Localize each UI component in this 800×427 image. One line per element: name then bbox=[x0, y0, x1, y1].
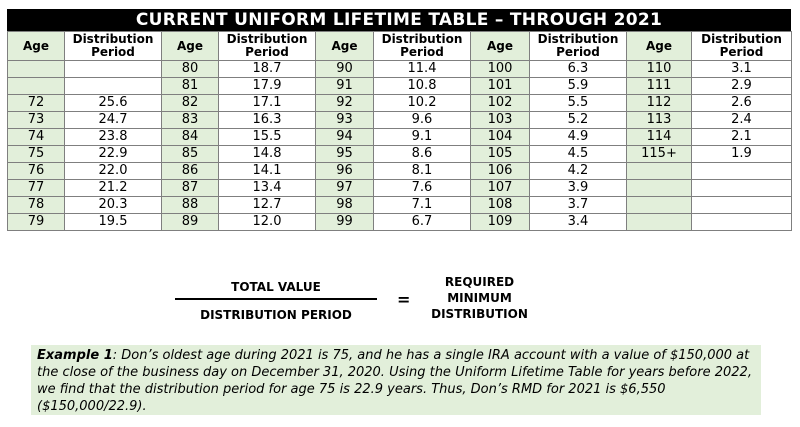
age-cell: 98 bbox=[316, 197, 374, 214]
distribution-period-cell: 8.6 bbox=[374, 146, 471, 163]
age-cell: 77 bbox=[8, 180, 65, 197]
distribution-period-cell: 10.8 bbox=[374, 78, 471, 95]
age-cell: 95 bbox=[316, 146, 374, 163]
age-cell: 104 bbox=[471, 129, 530, 146]
distribution-period-cell: 6.3 bbox=[530, 61, 627, 78]
distribution-period-cell: 1.9 bbox=[692, 146, 792, 163]
uniform-lifetime-table bbox=[7, 9, 791, 231]
example-box bbox=[31, 345, 761, 415]
table-row bbox=[8, 197, 792, 214]
distribution-period-cell: 3.1 bbox=[692, 61, 792, 78]
header-line-1: Distribution bbox=[537, 32, 619, 46]
header-line-2: Period bbox=[245, 45, 289, 59]
age-cell: 76 bbox=[8, 163, 65, 180]
table-row bbox=[8, 78, 792, 95]
age-cell bbox=[8, 78, 65, 95]
distribution-period-cell: 14.8 bbox=[219, 146, 316, 163]
formula-equals: = bbox=[397, 290, 411, 309]
age-column-header: Age bbox=[471, 32, 530, 61]
table-row bbox=[8, 146, 792, 163]
distribution-period-cell: 4.5 bbox=[530, 146, 627, 163]
distribution-period-cell: 12.0 bbox=[219, 214, 316, 231]
distribution-period-cell bbox=[692, 197, 792, 214]
distribution-period-cell: 23.8 bbox=[65, 129, 162, 146]
age-cell: 115+ bbox=[627, 146, 692, 163]
result-line-2: MINIMUM bbox=[447, 291, 512, 305]
age-cell: 106 bbox=[471, 163, 530, 180]
age-cell: 112 bbox=[627, 95, 692, 112]
distribution-period-column-header bbox=[219, 32, 316, 61]
age-cell: 88 bbox=[162, 197, 219, 214]
rmd-formula bbox=[0, 270, 800, 330]
distribution-period-cell: 22.0 bbox=[65, 163, 162, 180]
age-cell: 108 bbox=[471, 197, 530, 214]
example-lead: Example 1 bbox=[37, 348, 113, 363]
distribution-period-cell: 22.9 bbox=[65, 146, 162, 163]
age-cell: 107 bbox=[471, 180, 530, 197]
age-cell bbox=[627, 180, 692, 197]
age-column-header: Age bbox=[627, 32, 692, 61]
age-column-header: Age bbox=[8, 32, 65, 61]
distribution-period-cell: 3.7 bbox=[530, 197, 627, 214]
age-cell: 72 bbox=[8, 95, 65, 112]
age-cell: 103 bbox=[471, 112, 530, 129]
distribution-period-cell: 2.9 bbox=[692, 78, 792, 95]
distribution-period-cell bbox=[65, 61, 162, 78]
distribution-period-cell: 24.7 bbox=[65, 112, 162, 129]
table-row bbox=[8, 214, 792, 231]
distribution-period-cell: 9.6 bbox=[374, 112, 471, 129]
distribution-period-column-header bbox=[374, 32, 471, 61]
age-cell: 93 bbox=[316, 112, 374, 129]
age-cell: 114 bbox=[627, 129, 692, 146]
age-cell: 87 bbox=[162, 180, 219, 197]
distribution-period-cell: 15.5 bbox=[219, 129, 316, 146]
age-cell: 86 bbox=[162, 163, 219, 180]
age-cell: 89 bbox=[162, 214, 219, 231]
distribution-period-cell: 14.1 bbox=[219, 163, 316, 180]
age-cell: 83 bbox=[162, 112, 219, 129]
age-cell: 85 bbox=[162, 146, 219, 163]
distribution-period-cell: 8.1 bbox=[374, 163, 471, 180]
distribution-period-column-header bbox=[692, 32, 792, 61]
age-cell: 111 bbox=[627, 78, 692, 95]
age-cell: 94 bbox=[316, 129, 374, 146]
distribution-period-cell bbox=[692, 214, 792, 231]
header-line-2: Period bbox=[400, 45, 444, 59]
distribution-period-cell: 9.1 bbox=[374, 129, 471, 146]
distribution-period-cell: 17.9 bbox=[219, 78, 316, 95]
formula-denominator: DISTRIBUTION PERIOD bbox=[200, 308, 352, 322]
header-line-2: Period bbox=[719, 45, 764, 59]
distribution-period-cell: 6.7 bbox=[374, 214, 471, 231]
header-line-1: Distribution bbox=[226, 32, 308, 46]
distribution-period-cell: 2.4 bbox=[692, 112, 792, 129]
distribution-period-column-header bbox=[65, 32, 162, 61]
table-row bbox=[8, 95, 792, 112]
age-column-header: Age bbox=[316, 32, 374, 61]
age-cell: 97 bbox=[316, 180, 374, 197]
distribution-period-cell: 20.3 bbox=[65, 197, 162, 214]
distribution-period-cell: 25.6 bbox=[65, 95, 162, 112]
distribution-period-cell: 7.6 bbox=[374, 180, 471, 197]
age-cell: 101 bbox=[471, 78, 530, 95]
age-cell: 105 bbox=[471, 146, 530, 163]
header-line-2: Period bbox=[556, 45, 600, 59]
distribution-period-cell: 4.2 bbox=[530, 163, 627, 180]
age-cell bbox=[8, 61, 65, 78]
distribution-period-cell: 13.4 bbox=[219, 180, 316, 197]
age-cell: 75 bbox=[8, 146, 65, 163]
distribution-period-cell: 18.7 bbox=[219, 61, 316, 78]
distribution-period-cell: 7.1 bbox=[374, 197, 471, 214]
distribution-period-cell: 17.1 bbox=[219, 95, 316, 112]
distribution-period-cell: 19.5 bbox=[65, 214, 162, 231]
age-cell: 113 bbox=[627, 112, 692, 129]
distribution-period-cell: 3.9 bbox=[530, 180, 627, 197]
age-cell bbox=[627, 214, 692, 231]
age-cell bbox=[627, 197, 692, 214]
table-row bbox=[8, 180, 792, 197]
distribution-period-cell: 4.9 bbox=[530, 129, 627, 146]
age-cell: 78 bbox=[8, 197, 65, 214]
table-body bbox=[8, 61, 792, 231]
distribution-period-cell: 5.9 bbox=[530, 78, 627, 95]
table-row bbox=[8, 129, 792, 146]
distribution-period-cell: 5.5 bbox=[530, 95, 627, 112]
age-cell: 73 bbox=[8, 112, 65, 129]
distribution-period-cell bbox=[65, 78, 162, 95]
age-cell: 92 bbox=[316, 95, 374, 112]
distribution-period-cell: 2.6 bbox=[692, 95, 792, 112]
age-cell: 74 bbox=[8, 129, 65, 146]
age-cell: 96 bbox=[316, 163, 374, 180]
header-line-1: Distribution bbox=[381, 32, 463, 46]
distribution-period-cell: 5.2 bbox=[530, 112, 627, 129]
table-row bbox=[8, 61, 792, 78]
header-line-1: Distribution bbox=[72, 32, 154, 46]
distribution-period-cell: 3.4 bbox=[530, 214, 627, 231]
age-cell: 84 bbox=[162, 129, 219, 146]
formula-numerator: TOTAL VALUE bbox=[231, 280, 321, 294]
age-cell: 100 bbox=[471, 61, 530, 78]
formula-fraction bbox=[175, 278, 377, 324]
age-cell: 80 bbox=[162, 61, 219, 78]
age-cell: 109 bbox=[471, 214, 530, 231]
distribution-period-column-header bbox=[530, 32, 627, 61]
header-line-2: Period bbox=[91, 45, 135, 59]
formula-result bbox=[412, 274, 547, 322]
age-cell: 82 bbox=[162, 95, 219, 112]
table-header-row bbox=[8, 32, 792, 61]
fraction-bar bbox=[175, 298, 377, 300]
age-column-header: Age bbox=[162, 32, 219, 61]
distribution-period-cell: 2.1 bbox=[692, 129, 792, 146]
age-cell: 102 bbox=[471, 95, 530, 112]
age-cell: 110 bbox=[627, 61, 692, 78]
table-title: CURRENT UNIFORM LIFETIME TABLE – THROUGH 2021 bbox=[7, 9, 791, 31]
distribution-period-cell: 12.7 bbox=[219, 197, 316, 214]
example-text: : Don’s oldest age during 2021 is 75, and he has a single IRA account with a value of $150,000 at the close of the business day on December 31, 2020. Using the Uniform Lifetime Table for years before 2022, we find that the distribution period for age 75 is 22.9 years. Thus, Don’s RMD for 2021 is $6,550 ($150,000/22.9). bbox=[37, 348, 752, 414]
distribution-period-cell: 11.4 bbox=[374, 61, 471, 78]
age-cell: 91 bbox=[316, 78, 374, 95]
header-line-1: Distribution bbox=[701, 32, 782, 46]
table-row bbox=[8, 163, 792, 180]
age-cell: 90 bbox=[316, 61, 374, 78]
result-line-3: DISTRIBUTION bbox=[431, 307, 528, 321]
distribution-period-cell bbox=[692, 163, 792, 180]
result-line-1: REQUIRED bbox=[444, 275, 515, 289]
age-cell: 81 bbox=[162, 78, 219, 95]
age-cell: 99 bbox=[316, 214, 374, 231]
table-row bbox=[8, 112, 792, 129]
distribution-period-cell: 10.2 bbox=[374, 95, 471, 112]
lifetime-table-grid bbox=[7, 31, 792, 231]
distribution-period-cell bbox=[692, 180, 792, 197]
distribution-period-cell: 21.2 bbox=[65, 180, 162, 197]
distribution-period-cell: 16.3 bbox=[219, 112, 316, 129]
age-cell: 79 bbox=[8, 214, 65, 231]
age-cell bbox=[627, 163, 692, 180]
